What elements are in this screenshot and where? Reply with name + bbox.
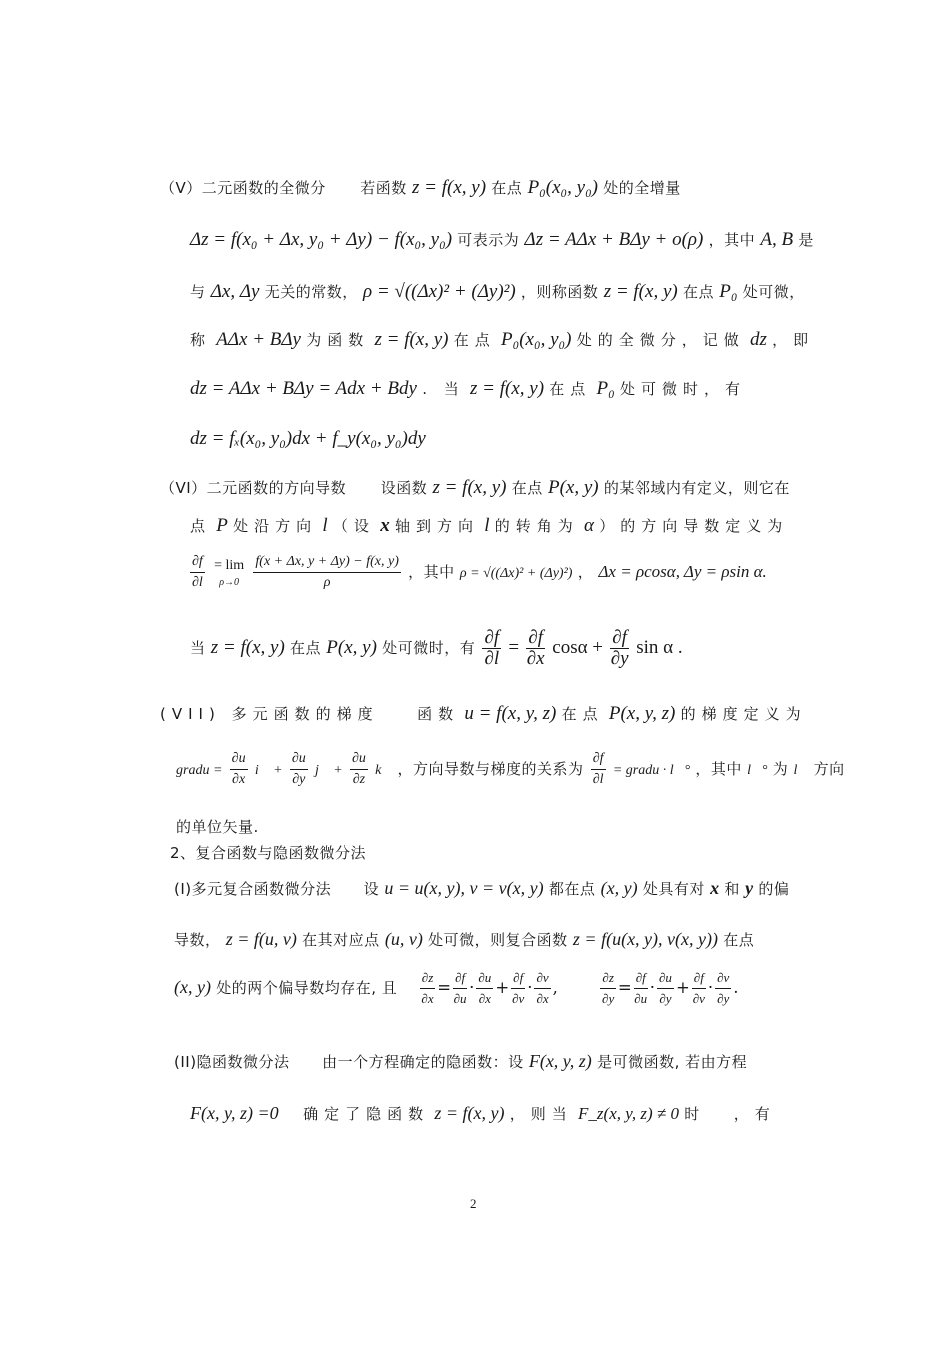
section-v-line-1 xyxy=(160,176,681,200)
text: 可表示为 xyxy=(457,231,520,249)
section-v-line-4 xyxy=(190,328,814,352)
denominator: ∂x xyxy=(478,991,491,1006)
numerator: ∂f xyxy=(634,968,648,989)
text: 为 xyxy=(772,760,789,778)
fraction-df-dy xyxy=(610,628,629,669)
text: 处的两个偏导数均存在, 且 xyxy=(216,979,398,997)
formula: F(x, y, z) xyxy=(528,1051,592,1071)
text: 由一个方程确定的隐函数：设 xyxy=(322,1053,524,1071)
limit xyxy=(214,556,244,590)
numerator: ∂f xyxy=(511,968,525,989)
denominator: ρ xyxy=(323,575,331,590)
formula: = gradu · l⃗° xyxy=(612,763,691,778)
formula: ρ = √((Δx)² + (Δy)²) xyxy=(459,566,573,581)
formula: u = u(x, y), v = v(x, y) xyxy=(384,878,544,898)
fraction-df-dl xyxy=(482,628,501,669)
numerator: ∂v xyxy=(534,968,550,989)
numerator: ∂u xyxy=(230,749,248,770)
formula: k⃗ xyxy=(375,763,393,778)
text: . 当 xyxy=(422,380,465,398)
formula: z = f(x, y) xyxy=(374,329,449,350)
formula: P₀ xyxy=(596,378,615,399)
text: ，则当 xyxy=(509,1105,573,1123)
fraction-df-du xyxy=(453,968,467,1009)
section-2-heading-line xyxy=(170,841,366,865)
denominator: ∂z xyxy=(352,772,366,787)
text: 处可微时，有 xyxy=(620,380,747,398)
section-2-i-chain-rule: (x, y) 处的两个偏导数均存在, 且 $\frac{\partial z}{\partial x}$ = $\frac{\partial f}{\partial u}$ · $\frac{\partial u}{\partial x}$ + $\frac{\partial f}{\partial v}$ · $\frac{\partial v}{\partial x}$ , $\frac{\partial z}{\partial y}$ = $\frac{\partial f}{\partial u}$ · $\frac{\partial u}{\partial y}$ + $\frac{\partial f}{\partial v}$ · $\frac{\partial v}{\partial y}$ . xyxy=(174,968,739,1009)
limit-subscript: ρ→0 xyxy=(219,576,239,588)
formula: P(x, y, z) xyxy=(608,703,676,724)
section-vi-line-2 xyxy=(190,514,788,538)
formula: sin α . xyxy=(636,637,683,658)
fraction-dv-dy xyxy=(715,968,731,1009)
text: 是可微函数, 若由方程 xyxy=(597,1053,748,1071)
page-number: 2 xyxy=(470,1196,477,1211)
equals: = xyxy=(508,637,520,658)
denominator: ∂l xyxy=(484,648,500,669)
formula: z = f(x, y) xyxy=(470,378,545,399)
fraction-df-du xyxy=(634,968,648,1009)
section-vii-line-1 xyxy=(160,702,807,726)
formula: Δz = AΔx + BΔy + o(ρ) xyxy=(524,229,704,250)
formula: P(x, y) xyxy=(547,477,599,498)
text: 处具有对 xyxy=(642,880,705,898)
denominator: ∂y xyxy=(292,772,306,787)
section-2-i-line-1 xyxy=(174,876,789,901)
section-vi-definition xyxy=(188,552,767,593)
section-vii-tail xyxy=(176,815,259,839)
formula: z = f(u, v) xyxy=(225,929,297,949)
limit-label: = lim xyxy=(214,557,245,573)
denominator: ∂y xyxy=(610,648,629,669)
text: 在点 xyxy=(290,639,322,657)
text: 处可微， xyxy=(742,283,805,301)
text: 与 xyxy=(190,283,206,301)
formula: y xyxy=(745,878,754,898)
text: 设 xyxy=(363,880,380,898)
section-v-line-5 xyxy=(190,377,746,401)
text: 的单位矢量. xyxy=(176,818,259,836)
text: 在点 xyxy=(549,380,592,398)
formula: z = f(x, y) xyxy=(412,177,487,198)
text: 时 xyxy=(684,1105,706,1123)
fraction-df-dv xyxy=(692,968,706,1009)
text: ， xyxy=(577,563,594,581)
section-vi-heading: （VI）二元函数的方向导数 xyxy=(160,479,347,497)
text: 在点 xyxy=(561,705,604,723)
subsection-heading: (I)多元复合函数微分法 xyxy=(174,880,332,898)
text: 处的全微分，记做 xyxy=(576,331,745,349)
text: 的转角为 xyxy=(494,517,579,535)
formula: Δx = ρcosα, Δy = ρsin α. xyxy=(598,562,767,581)
formula: F_z(x, y, z) ≠ 0 xyxy=(578,1104,679,1123)
formula: x xyxy=(710,878,720,898)
formula: (x, y) xyxy=(174,977,211,997)
text: 在点 xyxy=(491,179,523,197)
section-vi-line-4 xyxy=(190,628,683,669)
text: ，则称函数 xyxy=(520,283,599,301)
formula: l⃗° xyxy=(747,763,768,778)
text: 是 xyxy=(798,231,814,249)
numerator: ∂f xyxy=(453,968,467,989)
numerator: ∂z xyxy=(600,968,615,989)
formula: z = f(x, y) xyxy=(432,477,507,498)
section-v-line-6 xyxy=(190,427,426,451)
text: 的某邻域内有定义，则它在 xyxy=(603,479,790,497)
section-v-line-3 xyxy=(190,280,805,304)
text: 处可微，则复合函数 xyxy=(428,931,568,949)
numerator: ∂f xyxy=(528,627,544,648)
text: 轴到方向 xyxy=(394,517,479,535)
numerator: ∂f xyxy=(484,627,500,648)
text: ，有 xyxy=(733,1105,776,1123)
denominator: ∂l xyxy=(592,772,604,787)
formula: (u, v) xyxy=(384,929,423,949)
formula: Δx, Δy xyxy=(210,281,260,302)
text: 确定了隐函数 xyxy=(303,1105,430,1123)
formula: i⃗ + xyxy=(254,763,283,778)
section-v-heading: （V）二元函数的全微分 xyxy=(160,179,326,197)
fraction-dz-dx xyxy=(420,968,435,1009)
formula: P₀ xyxy=(719,281,738,302)
section-2-heading: 2、复合函数与隐函数微分法 xyxy=(170,844,367,862)
fraction-dz-dy xyxy=(600,968,615,1009)
text: 都在点 xyxy=(548,880,596,898)
text: 的偏 xyxy=(758,880,790,898)
section-vii-heading: (VII) 多元函数的梯度 xyxy=(160,705,379,723)
formula: u = f(x, y, z) xyxy=(464,703,557,724)
numerator: ∂f xyxy=(190,552,205,573)
text: 导数， xyxy=(174,931,221,949)
denominator: ∂y xyxy=(659,991,672,1006)
text: ，方向导数与梯度的关系为 xyxy=(397,760,584,778)
formula: dz = fₓ(x₀, y₀)dx + f_y(x₀, y₀)dy xyxy=(190,428,426,449)
formula: dz xyxy=(749,329,767,350)
formula: gradu = xyxy=(176,763,223,778)
text: 的梯度定义为 xyxy=(680,705,807,723)
fraction-df-dv xyxy=(511,968,525,1009)
formula: l xyxy=(484,515,490,536)
text: 若函数 xyxy=(360,179,407,197)
text: 和 xyxy=(724,880,740,898)
fraction-du-dy xyxy=(657,968,674,1009)
text: 处的全增量 xyxy=(603,179,681,197)
text: 处可微时，有 xyxy=(382,639,476,657)
denominator: ∂v xyxy=(692,991,705,1006)
formula: j⃗ + xyxy=(314,763,343,778)
formula: A, B xyxy=(760,229,794,250)
text: 在点 xyxy=(511,479,543,497)
numerator: ∂u xyxy=(350,749,368,770)
text: 函数 xyxy=(417,705,460,723)
text: 处沿方向 xyxy=(233,517,318,535)
denominator: ∂x xyxy=(526,648,545,669)
text: ，即 xyxy=(772,331,815,349)
denominator: ∂l xyxy=(192,575,203,590)
numerator: ∂u xyxy=(290,749,308,770)
denominator: ∂x xyxy=(232,772,246,787)
text: （设 xyxy=(332,517,375,535)
text: 在点 xyxy=(453,331,496,349)
text: ，其中 xyxy=(695,760,742,778)
section-v-line-2 xyxy=(190,228,814,252)
text: 在其对应点 xyxy=(302,931,380,949)
formula: x xyxy=(380,515,390,536)
numerator: f(x + Δx, y + Δy) − f(x, y) xyxy=(253,552,401,573)
text: 设函数 xyxy=(380,479,428,497)
fraction-du-dx xyxy=(476,968,493,1009)
formula: P₀(x₀, y₀) xyxy=(501,329,572,350)
section-2-ii-line-1 xyxy=(174,1049,747,1074)
formula: P(x, y) xyxy=(326,637,377,658)
fraction-du-dy xyxy=(290,749,308,790)
section-2-i-line-2 xyxy=(174,927,754,952)
fraction-limit xyxy=(253,552,401,593)
denominator: ∂u xyxy=(634,991,648,1006)
text: 在点 xyxy=(682,283,714,301)
formula: F(x, y, z) =0 xyxy=(190,1103,279,1123)
fraction-du-dx xyxy=(230,749,248,790)
formula: z = f(x, y) xyxy=(210,637,285,658)
fraction-df-dl xyxy=(591,749,606,790)
formula: z = f(x, y) xyxy=(603,281,678,302)
fraction-du-dz xyxy=(350,749,368,790)
formula: α xyxy=(584,515,594,536)
formula: Δz = f(x₀ + Δx, y₀ + Δy) − f(x₀, y₀) xyxy=(190,229,453,250)
text: 当 xyxy=(190,639,206,657)
numerator: ∂u xyxy=(657,968,674,989)
numerator: ∂u xyxy=(476,968,493,989)
subsection-heading: (II)隐函数微分法 xyxy=(174,1053,290,1071)
numerator: ∂f xyxy=(692,968,706,989)
numerator: ∂z xyxy=(420,968,435,989)
text: ，其中 xyxy=(408,563,455,581)
numerator: ∂f xyxy=(591,749,606,770)
text: 为函数 xyxy=(306,331,370,349)
text: ）的方向导数定义为 xyxy=(599,517,789,535)
formula: cosα + xyxy=(552,637,604,658)
denominator: ∂y xyxy=(602,991,615,1006)
formula: dz = AΔx + BΔy = Adx + Bdy xyxy=(190,378,417,399)
text: 无关的常数， xyxy=(264,283,358,301)
denominator: ∂x xyxy=(421,991,434,1006)
formula: ρ = √((Δx)² + (Δy)²) xyxy=(362,281,516,302)
text: 称 xyxy=(190,331,212,349)
formula: l⃗ xyxy=(793,763,809,778)
section-2-ii-line-2 xyxy=(190,1101,776,1126)
section-vii-gradient xyxy=(176,749,845,790)
fraction-dv-dx xyxy=(534,968,550,1009)
denominator: ∂v xyxy=(512,991,525,1006)
formula: z = f(u(x, y), v(x, y)) xyxy=(572,929,718,949)
numerator: ∂v xyxy=(715,968,731,989)
text: 在点 xyxy=(723,931,755,949)
denominator: ∂x xyxy=(536,991,549,1006)
formula: (x, y) xyxy=(600,878,638,898)
text: ，其中 xyxy=(708,231,756,249)
section-vi-line-1 xyxy=(160,476,790,500)
fraction-df-dl xyxy=(190,552,205,593)
text: 点 xyxy=(190,517,212,535)
formula: P xyxy=(216,515,228,536)
numerator: ∂f xyxy=(612,627,627,648)
formula: AΔx + BΔy xyxy=(216,329,301,350)
formula: l xyxy=(322,515,328,536)
denominator: ∂y xyxy=(717,991,730,1006)
formula: z = f(x, y) xyxy=(434,1103,505,1123)
denominator: ∂u xyxy=(453,991,467,1006)
text: 方向 xyxy=(813,760,845,778)
fraction-df-dx xyxy=(526,628,545,669)
formula: P₀(x₀, y₀) xyxy=(527,177,599,198)
